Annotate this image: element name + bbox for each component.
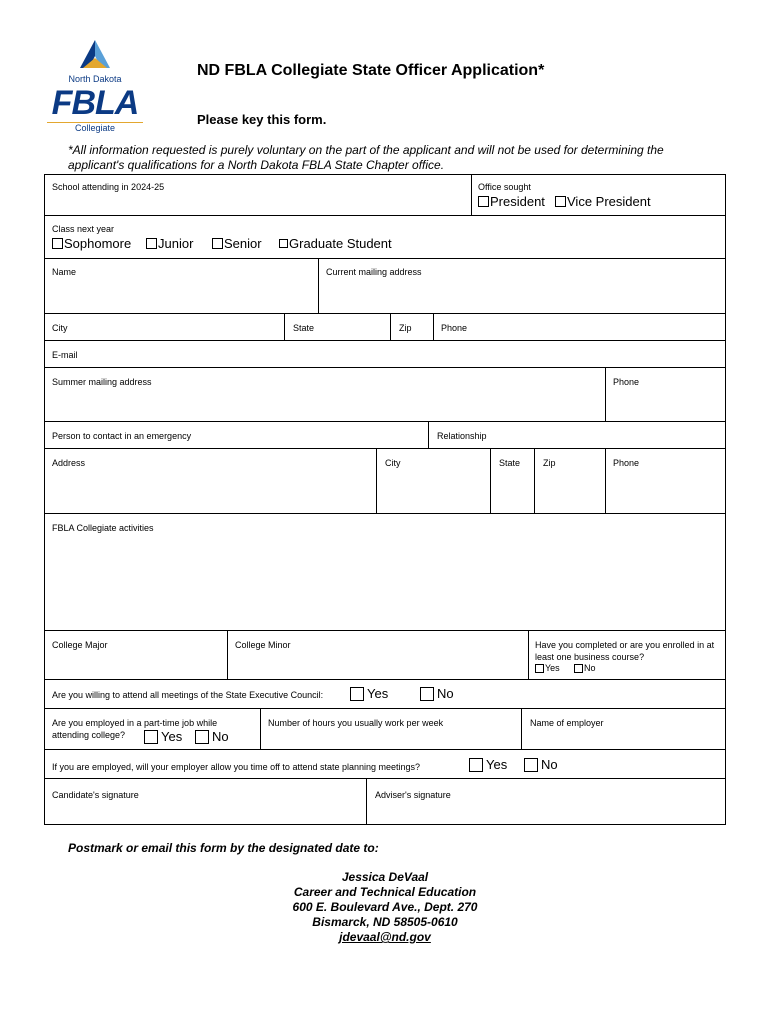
state-field[interactable] bbox=[284, 313, 391, 341]
business-course-question: Have you completed or are you enrolled in at least one business course? bbox=[535, 640, 715, 662]
mailing-address-label: Current mailing address bbox=[326, 267, 422, 277]
council-question: Are you willing to attend all meetings of the State Executive Council: bbox=[52, 690, 324, 700]
email-label: E-mail bbox=[52, 350, 78, 360]
city-label: City bbox=[52, 323, 68, 333]
emergency-state-field[interactable] bbox=[490, 448, 535, 514]
state-label: State bbox=[293, 323, 315, 333]
checkbox-icon[interactable] bbox=[146, 238, 157, 249]
employed-no-option[interactable]: No bbox=[195, 729, 229, 744]
logo-state-text: North Dakota bbox=[68, 74, 122, 84]
summer-phone-field[interactable] bbox=[605, 367, 726, 422]
logo-name-text: FBLA bbox=[51, 84, 139, 122]
class-junior-option[interactable]: Junior bbox=[146, 236, 193, 251]
employed-yes-option[interactable]: Yes bbox=[144, 729, 182, 744]
emergency-zip-field[interactable] bbox=[534, 448, 606, 514]
emergency-contact-field[interactable] bbox=[44, 421, 429, 449]
city-field[interactable] bbox=[44, 313, 285, 341]
checkbox-icon[interactable] bbox=[279, 239, 288, 248]
disclaimer-note: *All information requested is purely voluntary on the part of the applicant and will not be used for determining the applicant's qualifications for a North Dakota FBLA State Chapter office. bbox=[68, 143, 664, 172]
hours-label: Number of hours you usually work per week bbox=[268, 718, 444, 728]
checkbox-icon[interactable] bbox=[420, 687, 434, 701]
mailing-address-field[interactable] bbox=[318, 258, 726, 314]
class-senior-option[interactable]: Senior bbox=[212, 236, 262, 251]
time-off-question: If you are employed, will your employer allow you time off to attend state planning meetings? bbox=[52, 762, 421, 772]
contact-email-link[interactable]: jdevaal@nd.gov bbox=[339, 930, 431, 944]
checkbox-icon[interactable] bbox=[212, 238, 223, 249]
name-field[interactable] bbox=[44, 258, 319, 314]
summer-address-field[interactable] bbox=[44, 367, 606, 422]
major-label: College Major bbox=[52, 640, 108, 650]
checkbox-icon[interactable] bbox=[524, 758, 538, 772]
business-yes-option[interactable]: Yes bbox=[535, 663, 560, 673]
checkbox-icon[interactable] bbox=[195, 730, 209, 744]
minor-field[interactable] bbox=[227, 630, 529, 680]
relationship-label: Relationship bbox=[437, 431, 487, 441]
checkbox-icon[interactable] bbox=[535, 664, 544, 673]
zip-field[interactable] bbox=[390, 313, 434, 341]
logo-mark-icon bbox=[45, 38, 145, 74]
office-field bbox=[471, 174, 726, 216]
emergency-address-label: Address bbox=[52, 458, 86, 468]
candidate-signature-field[interactable] bbox=[44, 778, 367, 825]
employer-label: Name of employer bbox=[530, 718, 604, 728]
summer-phone-label: Phone bbox=[613, 377, 640, 387]
phone-label: Phone bbox=[441, 323, 468, 333]
minor-label: College Minor bbox=[235, 640, 291, 650]
major-field[interactable] bbox=[44, 630, 228, 680]
adviser-signature-field[interactable] bbox=[366, 778, 726, 825]
class-sophomore-option[interactable]: Sophomore bbox=[52, 236, 131, 251]
time-off-field bbox=[44, 749, 726, 779]
class-year-field bbox=[44, 215, 726, 259]
class-year-label: Class next year bbox=[52, 224, 115, 234]
emergency-city-field[interactable] bbox=[376, 448, 491, 514]
council-yes-option[interactable]: Yes bbox=[350, 686, 388, 701]
checkbox-icon[interactable] bbox=[574, 664, 583, 673]
checkbox-icon[interactable] bbox=[555, 196, 566, 207]
adviser-signature-label: Adviser's signature bbox=[375, 790, 451, 800]
emergency-state-label: State bbox=[499, 458, 521, 468]
business-course-field bbox=[528, 630, 726, 680]
footer-heading: Postmark or email this form by the designated date to: bbox=[68, 841, 379, 855]
school-field[interactable] bbox=[44, 174, 472, 216]
fbla-logo bbox=[45, 38, 145, 138]
school-label: School attending in 2024-25 bbox=[52, 182, 165, 192]
zip-label: Zip bbox=[399, 323, 412, 333]
contact-city: Bismarck, ND 58505-0610 bbox=[312, 915, 458, 929]
contact-name: Jessica DeVaal bbox=[341, 870, 429, 884]
office-label: Office sought bbox=[478, 182, 531, 192]
phone-field[interactable] bbox=[433, 313, 726, 341]
employed-field bbox=[44, 708, 261, 750]
candidate-signature-label: Candidate's signature bbox=[52, 790, 139, 800]
office-president-option[interactable]: President bbox=[478, 194, 545, 209]
checkbox-icon[interactable] bbox=[144, 730, 158, 744]
class-graduate-option[interactable]: Graduate Student bbox=[279, 236, 392, 251]
emergency-address-field[interactable] bbox=[44, 448, 377, 514]
employer-field[interactable] bbox=[521, 708, 726, 750]
page-subtitle: Please key this form. bbox=[197, 112, 327, 127]
relationship-field[interactable] bbox=[428, 421, 726, 449]
contact-org: Career and Technical Education bbox=[293, 885, 477, 899]
emergency-phone-field[interactable] bbox=[605, 448, 726, 514]
checkbox-icon[interactable] bbox=[478, 196, 489, 207]
checkbox-icon[interactable] bbox=[52, 238, 63, 249]
summer-address-label: Summer mailing address bbox=[52, 377, 152, 387]
time-off-no-option[interactable]: No bbox=[524, 757, 558, 772]
time-off-yes-option[interactable]: Yes bbox=[469, 757, 507, 772]
name-label: Name bbox=[52, 267, 77, 277]
council-meetings-field bbox=[44, 679, 726, 709]
checkbox-icon[interactable] bbox=[350, 687, 364, 701]
emergency-zip-label: Zip bbox=[543, 458, 556, 468]
contact-street: 600 E. Boulevard Ave., Dept. 270 bbox=[292, 900, 478, 914]
contact-email-row bbox=[0, 930, 770, 945]
emergency-contact-label: Person to contact in an emergency bbox=[52, 431, 192, 441]
logo-sub-text: Collegiate bbox=[74, 123, 116, 133]
email-field[interactable] bbox=[44, 340, 726, 368]
activities-field[interactable] bbox=[44, 513, 726, 631]
council-no-option[interactable]: No bbox=[420, 686, 454, 701]
checkbox-icon[interactable] bbox=[469, 758, 483, 772]
emergency-phone-label: Phone bbox=[613, 458, 640, 468]
emergency-city-label: City bbox=[385, 458, 401, 468]
hours-field[interactable] bbox=[260, 708, 522, 750]
employed-question: Are you employed in a part-time job while attending college? bbox=[52, 718, 218, 740]
activities-label: FBLA Collegiate activities bbox=[52, 523, 154, 533]
business-no-option[interactable]: No bbox=[574, 663, 596, 673]
office-vice-president-option[interactable]: Vice President bbox=[555, 194, 651, 209]
page-title: ND FBLA Collegiate State Officer Application* bbox=[197, 62, 545, 79]
